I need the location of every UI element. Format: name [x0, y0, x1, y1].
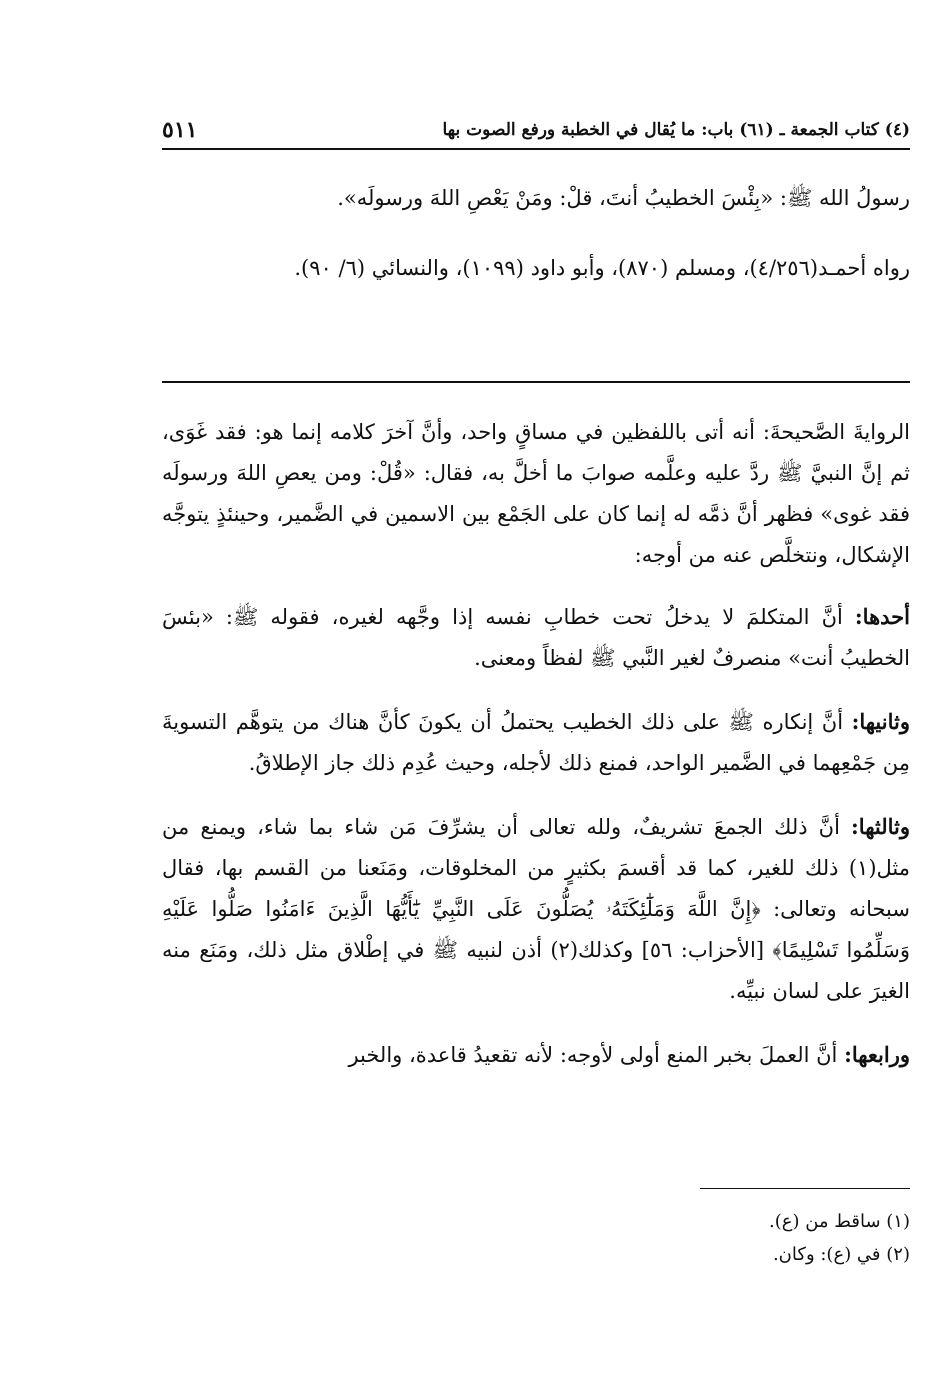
paragraph-second-aspect — [162, 701, 910, 784]
paragraph-lead: ورابعها: — [844, 1042, 910, 1067]
upper-text-line-1 — [162, 178, 910, 219]
hadith-ending: رسولُ الله ﷺ: «بِئْسَ الخطيبُ أنتَ، قلْ: ومَنْ يَعْصِ اللهَ ورسولَه». — [337, 186, 910, 210]
paragraph-text: أنَّ إنكاره ﷺ على ذلك الخطيب يحتملُ أن يكونَ كأنَّ هناك من يتوهَّم التسويةَ مِن جَمْعِهما في الضَّمير الواحد، فمنع ذلك لأجله، وحيث عُدِم ذلك جاز الإطلاقُ. — [162, 710, 910, 775]
page-header — [162, 114, 910, 146]
upper-text-line-2 — [162, 248, 910, 289]
paragraph-fourth-aspect — [162, 1034, 910, 1076]
paragraph-text: أنَّ ذلك الجمعَ تشريفٌ، ولله تعالى أن يشرِّفَ مَن شاء بما شاء، ويمنع من مثل(١) ذلك للغير، كما قد أقسمَ بكثيرٍ من المخلوقات، ومَنَعنا من القسم بها، فقال سبحانه وتعالى: ﴿إِنَّ اللَّهَ وَمَلَٰٓئِكَتَهُۥ يُصَلُّونَ عَلَى النَّبِيِّ يَٰٓأَيُّهَا الَّذِينَ ءَامَنُوا صَلُّوا عَلَيْهِ وَسَلِّمُوا تَسْلِيمًا﴾ [الأحزاب: ٥٦] وكذلك(٢) أذن لنبيه ﷺ في إطْلاق مثل ذلك، ومَنَع منه الغيرَ على لسان نبيِّه. — [162, 815, 910, 1003]
paragraph-first-aspect — [162, 596, 910, 679]
paragraph-text: أنَّ العملَ بخبر المنع أولى لأوجه: لأنه تقعيدُ قاعدة، والخبر — [348, 1043, 845, 1067]
footnote-2: (٢) في (ع): وكان. — [772, 1244, 910, 1265]
paragraph-intro: الروايةَ الصَّحيحةَ: أنه أتى باللفظين في مساقٍ واحد، وأنَّ آخرَ كلامه إنما هو: فقد غَوَى، ثم إنَّ النبيَّ ﷺ ردَّ عليه وعلَّمه صوابَ ما أخلَّ به، فقال: «قُلْ: ومن يعصِ اللهَ ورسولَه فقد غوى» فظهر أنَّ ذمَّه له إنما كان على الجَمْع بين الاسمين في الضَّمير، وحينئذٍ يتوجَّه الإشكال، ونتخلَّص عنه من أوجه: — [162, 420, 910, 567]
footnote-rule — [700, 1188, 910, 1189]
paragraph-lead: وثانيها: — [851, 709, 910, 734]
header-rule — [162, 148, 910, 150]
page-number: ٥١١ — [162, 117, 198, 143]
section-divider — [162, 381, 910, 383]
paragraph-text: أنَّ المتكلمَ لا يدخلُ تحت خطابِ نفسه إذا وجَّهه لغيره، فقوله ﷺ: «بئسَ الخطيبُ أنت» منصرفٌ لغير النَّبي ﷺ لفظاً ومعنى. — [162, 605, 910, 670]
footnotes — [560, 1205, 910, 1271]
paragraph-third-aspect — [162, 806, 910, 1012]
hadith-references: رواه أحمـد(٤/٢٥٦)، ومسلم (٨٧٠)، وأبو داود (١٠٩٩)، والنسائي (٦/ ٩٠). — [294, 256, 910, 280]
paragraph-lead: وثالثها: — [851, 814, 910, 839]
running-title: (٤) كتاب الجمعة ـ (٦١) باب: ما يُقال في الخطبة ورفع الصوت بها — [442, 120, 910, 140]
paragraph-lead: أحدها: — [854, 604, 910, 629]
commentary-body — [162, 412, 910, 1098]
footnote-1: (١) ساقط من (ع). — [769, 1211, 910, 1232]
